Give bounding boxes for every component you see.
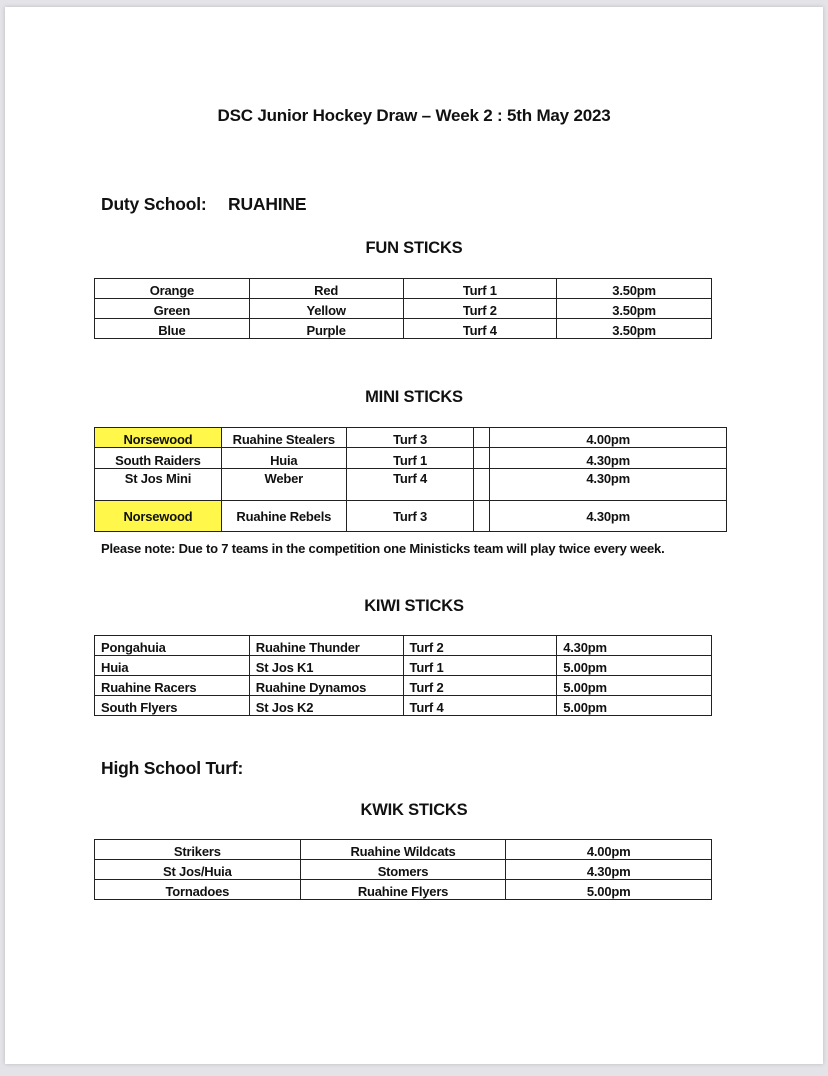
high-school-turf-label: High School Turf: [101,758,244,778]
time: 4.30pm [506,860,712,880]
team-a: Ruahine Racers [95,676,250,696]
time: 4.00pm [506,840,712,860]
team-b: Ruahine Thunder [249,636,403,656]
time: 3.50pm [557,299,712,319]
table-row [95,448,727,469]
team-a: St Jos/Huia [95,860,301,880]
document-title: DSC Junior Hockey Draw – Week 2 : 5th May 2023 [217,106,611,125]
team-b: Ruahine Stealers [221,428,346,448]
time: 5.00pm [557,656,712,676]
fun-sticks-heading: FUN STICKS [365,239,463,257]
table-row [95,319,712,339]
turf: Turf 3 [346,501,474,532]
kwik-sticks-table [94,839,712,900]
team-a: Orange [95,279,250,299]
team-b: Red [249,279,403,299]
team-b: Ruahine Wildcats [300,840,506,860]
turf: Turf 1 [403,656,557,676]
turf: Turf 2 [403,636,557,656]
duty-school-value: RUAHINE [228,194,307,214]
mini-sticks-note: Please note: Due to 7 teams in the competition one Ministicks team will play twice every week. [101,541,665,556]
kiwi-sticks-heading: KIWI STICKS [364,597,464,615]
team-a: Pongahuia [95,636,250,656]
team-a: St Jos Mini [95,469,222,501]
table-row [95,469,727,501]
time: 4.30pm [490,448,727,469]
team-b: St Jos K1 [249,656,403,676]
team-b: Stomers [300,860,506,880]
table-row [95,279,712,299]
table-row [95,696,712,716]
document-page [5,7,823,1064]
table-row [95,501,727,532]
turf: Turf 3 [346,428,474,448]
kwik-sticks-heading: KWIK STICKS [360,801,468,819]
team-b: Ruahine Flyers [300,880,506,900]
mini-sticks-table [94,427,727,532]
team-a-highlighted: Norsewood [95,428,222,448]
time: 5.00pm [506,880,712,900]
turf: Turf 2 [403,676,557,696]
turf: Turf 4 [346,469,474,501]
time: 5.00pm [557,676,712,696]
turf: Turf 1 [346,448,474,469]
time: 4.00pm [490,428,727,448]
team-a: Tornadoes [95,880,301,900]
turf: Turf 1 [403,279,557,299]
spacer-cell [474,501,490,532]
table-row [95,299,712,319]
time: 3.50pm [557,319,712,339]
team-b: Purple [249,319,403,339]
time: 4.30pm [490,469,727,501]
table-row [95,880,712,900]
team-b: Weber [221,469,346,501]
time: 4.30pm [490,501,727,532]
spacer-cell [474,428,490,448]
spacer-cell [474,448,490,469]
team-a: Green [95,299,250,319]
team-b: Yellow [249,299,403,319]
table-row [95,860,712,880]
turf: Turf 4 [403,319,557,339]
turf: Turf 2 [403,299,557,319]
spacer-cell [474,469,490,501]
team-a: Strikers [95,840,301,860]
team-a: Huia [95,656,250,676]
kiwi-sticks-table [94,635,712,716]
time: 5.00pm [557,696,712,716]
time: 3.50pm [557,279,712,299]
team-a-highlighted: Norsewood [95,501,222,532]
team-a: South Raiders [95,448,222,469]
table-row [95,636,712,656]
team-b: Ruahine Rebels [221,501,346,532]
mini-sticks-heading: MINI STICKS [365,388,463,406]
team-b: Huia [221,448,346,469]
team-b: Ruahine Dynamos [249,676,403,696]
table-row [95,656,712,676]
time: 4.30pm [557,636,712,656]
fun-sticks-table [94,278,712,339]
turf: Turf 4 [403,696,557,716]
table-row [95,840,712,860]
table-row [95,428,727,448]
team-a: South Flyers [95,696,250,716]
duty-school-label: Duty School: [101,194,207,214]
team-a: Blue [95,319,250,339]
team-b: St Jos K2 [249,696,403,716]
table-row [95,676,712,696]
